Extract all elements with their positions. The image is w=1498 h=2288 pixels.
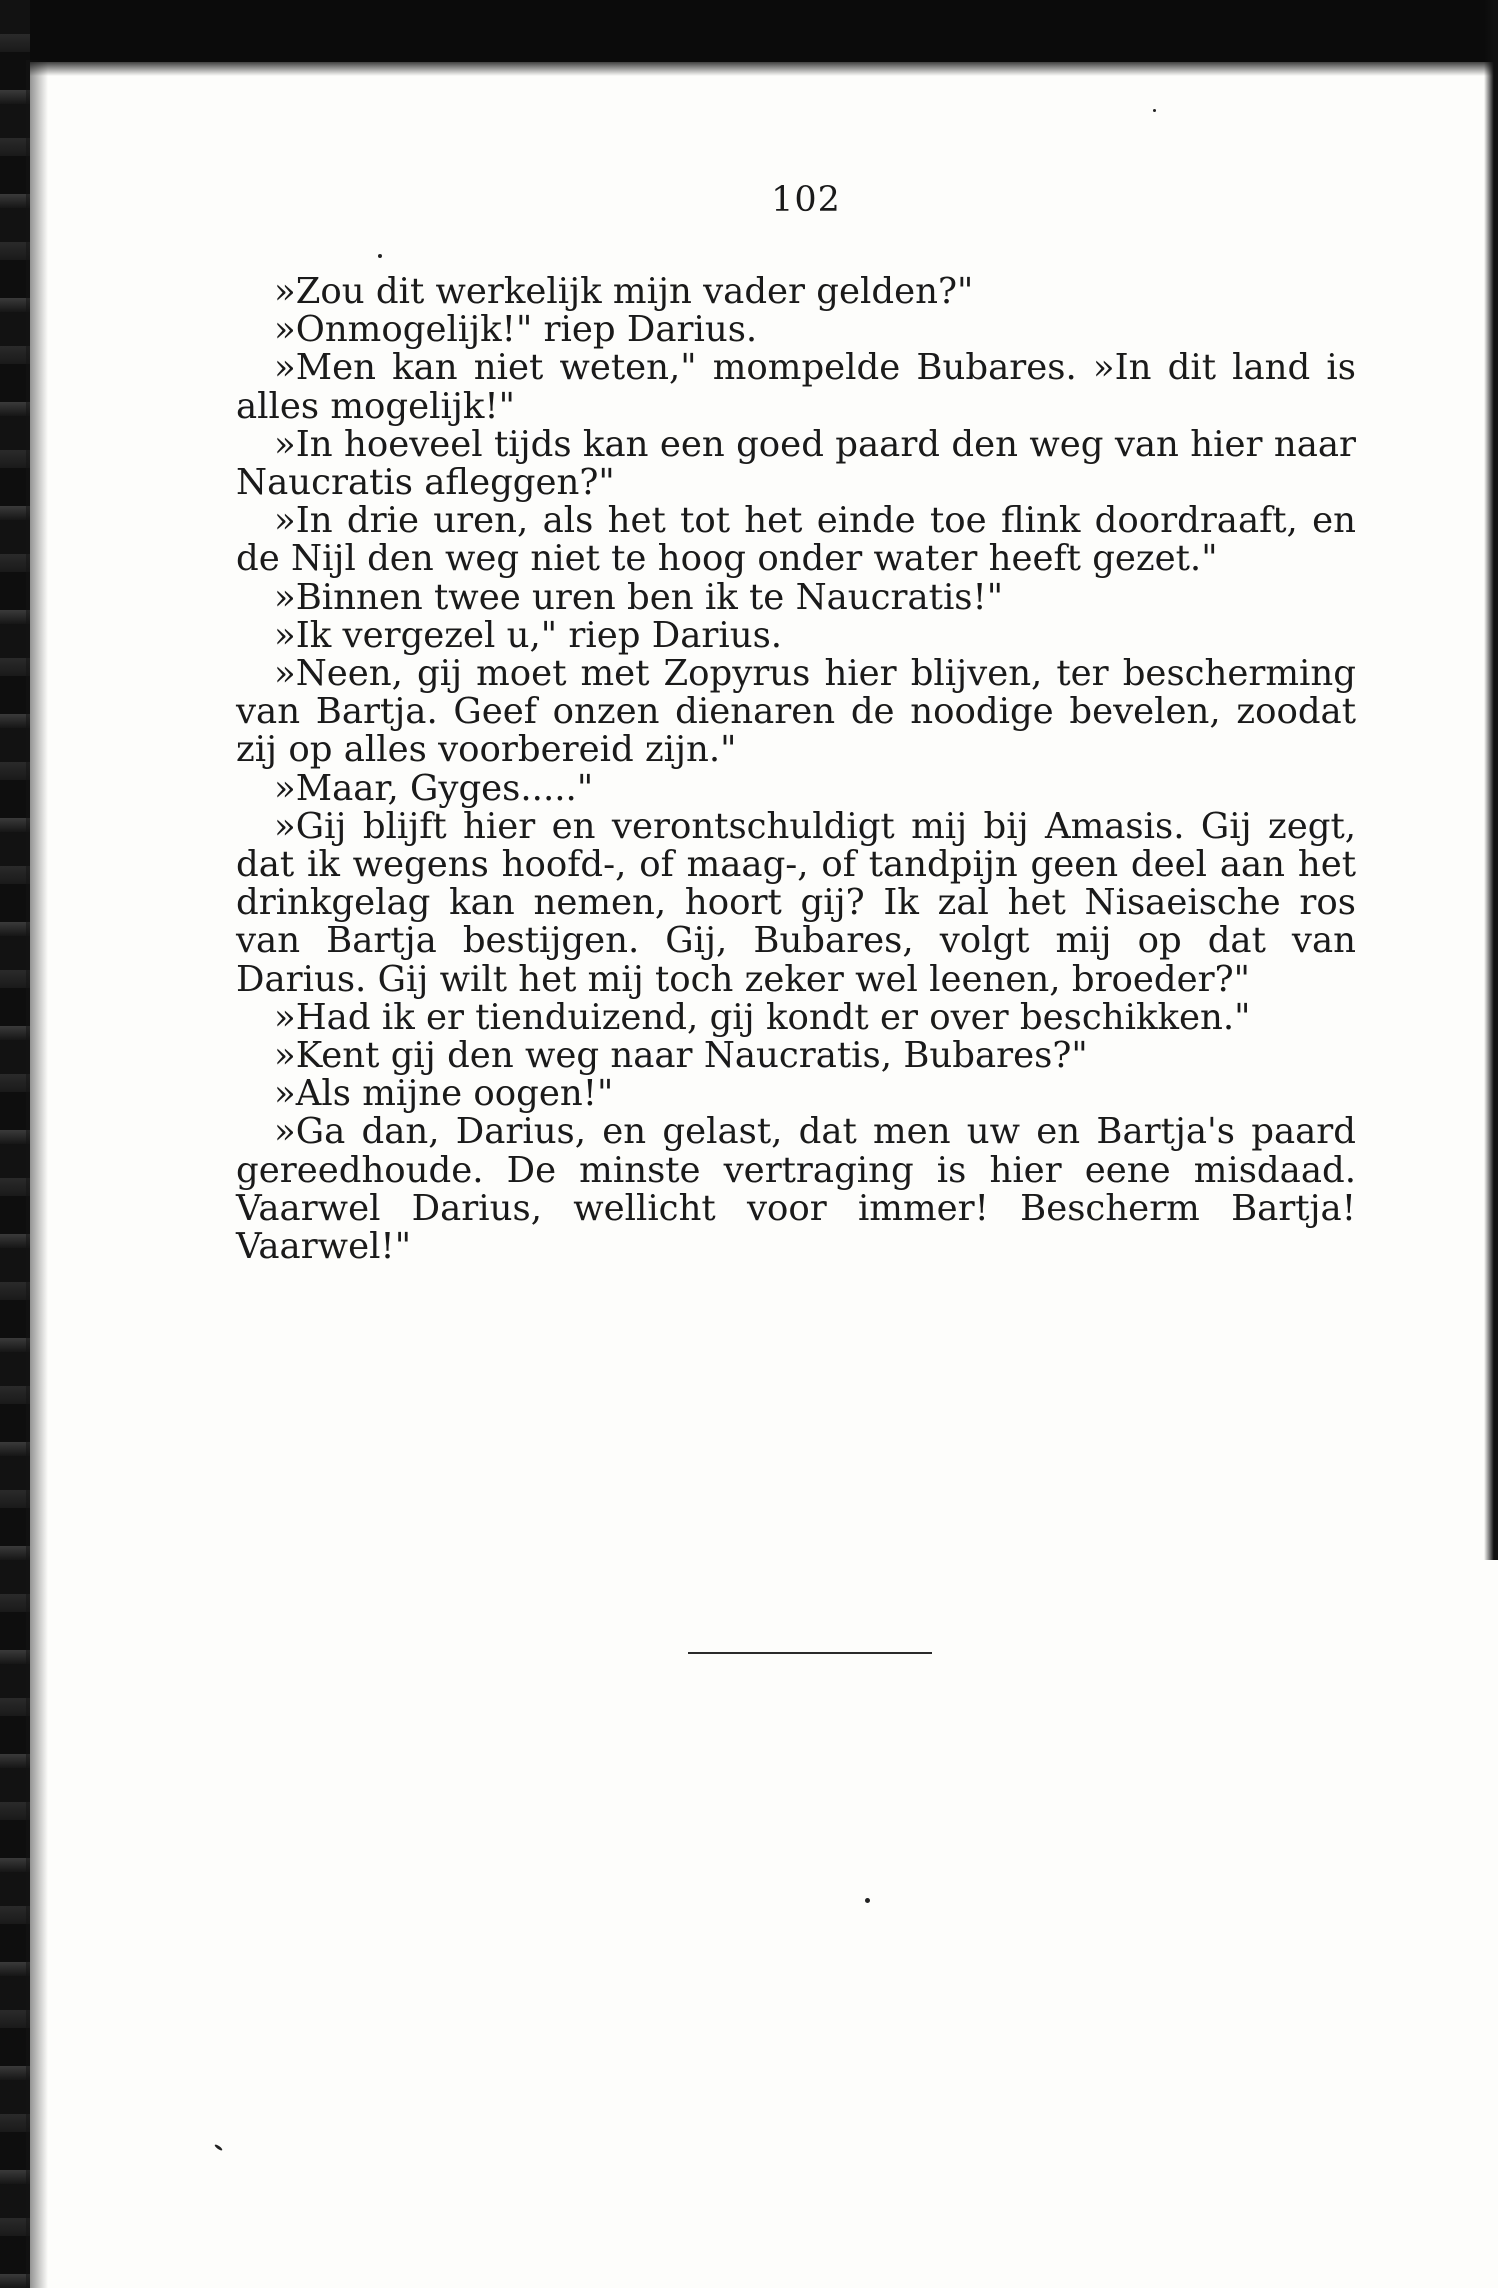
paragraph: »Neen, gij moet met Zopyrus hier blijven, ter bescherming van Bartja. Geef onzen dienaren de noodige bevelen, zoodat zij op alles voorbereid zijn.": [236, 653, 1356, 771]
scan-top-shadow: [0, 58, 1498, 76]
paragraph: »Ga dan, Darius, en gelast, dat men uw en Bartja's paard gereedhoude. De minste vertraging is hier eene misdaad. Vaarwel Darius, wellicht voor immer! Bescherm Bartja! Vaarwel!": [236, 1111, 1356, 1268]
paragraph: »Kent gij den weg naar Naucratis, Bubares?": [274, 1035, 1088, 1077]
paragraph: »Binnen twee uren ben ik te Naucratis!": [274, 576, 1004, 618]
scan-binding-shadow: [26, 60, 48, 2288]
paragraph: »Ik vergezel u," riep Darius.: [274, 614, 783, 656]
ink-speck: [865, 1898, 870, 1903]
page-number: 102: [771, 180, 841, 220]
paragraph: »Als mijne oogen!": [274, 1073, 614, 1115]
scan-right-border: [1484, 0, 1498, 1560]
ink-speck: [214, 2144, 223, 2152]
paragraph: »In drie uren, als het tot het einde toe flink doordraaft, en de Nijl den weg niet te hoog onder water heeft gezet.": [236, 500, 1356, 580]
paragraph: »Onmogelijk!" riep Darius.: [274, 309, 758, 351]
paragraph: »Zou dit werkelijk mijn vader gelden?": [274, 271, 974, 312]
paragraph: »In hoeveel tijds kan een goed paard den weg van hier naar Naucratis afleggen?": [236, 423, 1356, 504]
paragraph: »Maar, Gyges.....": [274, 767, 594, 809]
paragraph: »Gij blijft hier en verontschuldigt mij bij Amasis. Gij zegt, dat ik wegens hoofd-, of maag-, of tandpijn geen deel aan het drinkgelag kan nemen, hoort gij? Ik zal het Nisaeische ros van Bartja bestijgen. Gij, Bubares, volgt mij op dat van Darius. Gij wilt het mij toch zeker wel leenen, broeder?": [236, 805, 1356, 1000]
scan-top-border: [0, 0, 1498, 62]
ink-speck: [1153, 109, 1156, 112]
paragraph: »Had ik er tienduizend, gij kondt er over beschikken.": [274, 996, 1251, 1038]
section-divider: [688, 1652, 932, 1654]
ink-speck: [378, 254, 382, 258]
body-text: [236, 273, 1356, 1266]
paragraph: »Men kan niet weten," mompelde Bubares. »In dit land is alles mogelijk!": [236, 347, 1356, 427]
